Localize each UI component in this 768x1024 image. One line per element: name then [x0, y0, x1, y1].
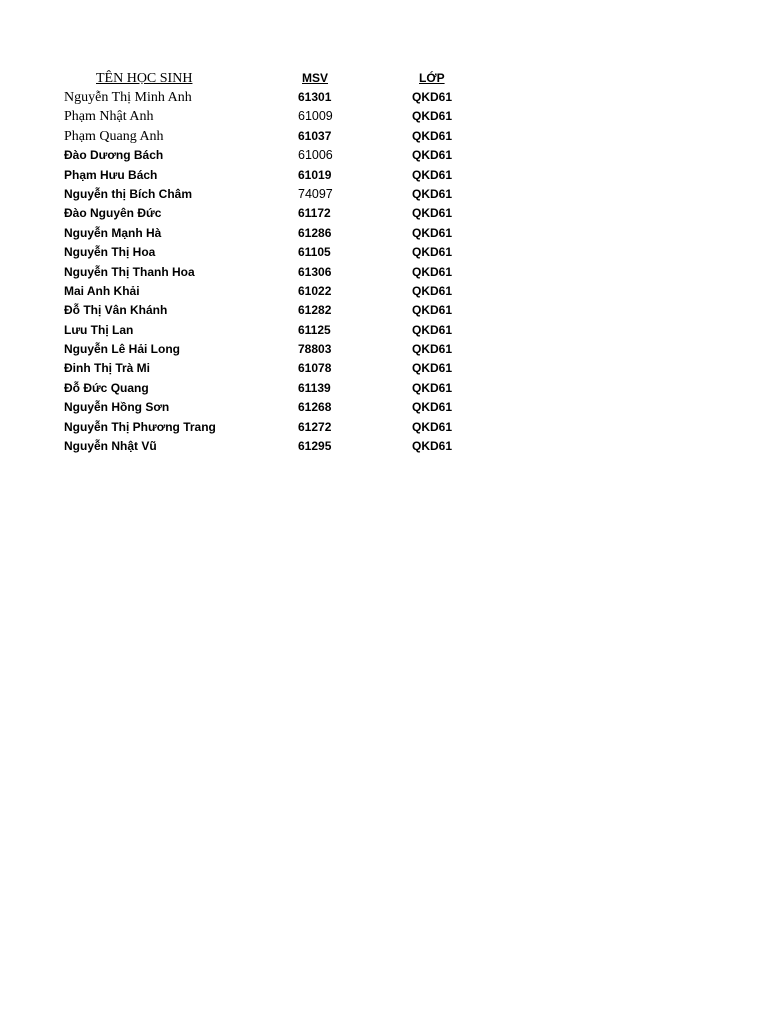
student-id: 61037	[298, 128, 332, 143]
table-row	[0, 224, 768, 243]
table-row	[0, 340, 768, 359]
student-name: Nguyễn Mạnh Hà	[64, 225, 162, 240]
student-class: QKD61	[412, 90, 453, 104]
student-name: Đào Nguyên Đức	[64, 206, 162, 221]
table-row	[0, 204, 768, 223]
table-row	[0, 437, 768, 456]
student-name: Đinh Thị Trà Mi	[64, 361, 150, 376]
student-class: QKD61	[412, 245, 453, 260]
student-class: QKD61	[412, 167, 453, 182]
student-name: Nguyễn Hồng Sơn	[64, 400, 170, 415]
student-id: 61306	[298, 264, 332, 279]
student-id: 61078	[298, 361, 332, 376]
student-name: Đỗ Đức Quang	[64, 380, 149, 395]
student-name: Phạm Quang Anh	[64, 128, 164, 144]
student-id: 61286	[298, 225, 332, 240]
student-name: Lưu Thị Lan	[64, 322, 134, 337]
student-class: QKD61	[412, 186, 453, 201]
student-rows	[0, 88, 768, 456]
header-class: LỚP	[419, 71, 445, 85]
table-row	[0, 321, 768, 340]
student-name: Nguyễn Thị Minh Anh	[64, 90, 192, 105]
student-class: QKD61	[412, 303, 453, 318]
student-name: Nguyễn thị Bích Châm	[64, 186, 193, 201]
table-row	[0, 185, 768, 204]
student-class: QKD61	[412, 264, 453, 279]
student-name: Nguyễn Lê Hải Long	[64, 342, 181, 357]
student-id: 61295	[298, 439, 332, 454]
student-id: 61009	[298, 109, 333, 124]
student-class: QKD61	[412, 283, 453, 298]
student-name: Nguyễn Nhật Vũ	[64, 439, 157, 454]
student-class: QKD61	[412, 342, 453, 357]
student-id: 61139	[298, 380, 331, 395]
student-id: 61022	[298, 283, 332, 298]
student-name: Đỗ Thị Vân Khánh	[64, 303, 168, 318]
student-id: 74097	[298, 186, 333, 201]
table-row	[0, 127, 768, 146]
header-student-name: TÊN HỌC SINH	[96, 71, 193, 86]
student-class: QKD61	[412, 439, 453, 454]
student-class: QKD61	[412, 361, 453, 376]
student-name: Nguyễn Thị Thanh Hoa	[64, 264, 195, 279]
student-id: 61272	[298, 419, 332, 434]
student-name: Phạm Hưu Bách	[64, 167, 158, 182]
student-class: QKD61	[412, 380, 453, 395]
table-row	[0, 418, 768, 437]
header-student-id: MSV	[302, 71, 329, 85]
student-id: 61282	[298, 303, 332, 318]
table-row	[0, 146, 768, 165]
table-row	[0, 359, 768, 378]
student-id: 78803	[298, 342, 332, 357]
table-header	[0, 69, 768, 88]
student-name: Mai Anh Khải	[64, 283, 140, 298]
student-class: QKD61	[412, 419, 453, 434]
table-row	[0, 301, 768, 320]
student-name: Nguyễn Thị Phương Trang	[64, 419, 216, 434]
student-class: QKD61	[412, 400, 453, 415]
table-row	[0, 282, 768, 301]
student-class: QKD61	[412, 322, 453, 337]
table-row	[0, 243, 768, 262]
student-id: 61006	[298, 148, 333, 163]
student-class: QKD61	[412, 128, 453, 143]
student-class: QKD61	[412, 225, 453, 240]
table-row	[0, 379, 768, 398]
student-name: Đào Dương Bách	[64, 148, 164, 163]
student-id: 61105	[298, 245, 331, 260]
student-id: 61301	[298, 90, 332, 104]
table-row	[0, 88, 768, 107]
student-class: QKD61	[412, 109, 453, 124]
student-id: 61125	[298, 322, 331, 337]
student-id: 61172	[298, 206, 331, 221]
table-row	[0, 107, 768, 126]
student-id: 61268	[298, 400, 332, 415]
student-name: Nguyễn Thị Hoa	[64, 245, 156, 260]
student-id: 61019	[298, 167, 332, 182]
student-class: QKD61	[412, 148, 453, 163]
student-class: QKD61	[412, 206, 453, 221]
table-row	[0, 166, 768, 185]
table-row	[0, 263, 768, 282]
table-row	[0, 398, 768, 417]
student-name: Phạm Nhật Anh	[64, 109, 154, 125]
